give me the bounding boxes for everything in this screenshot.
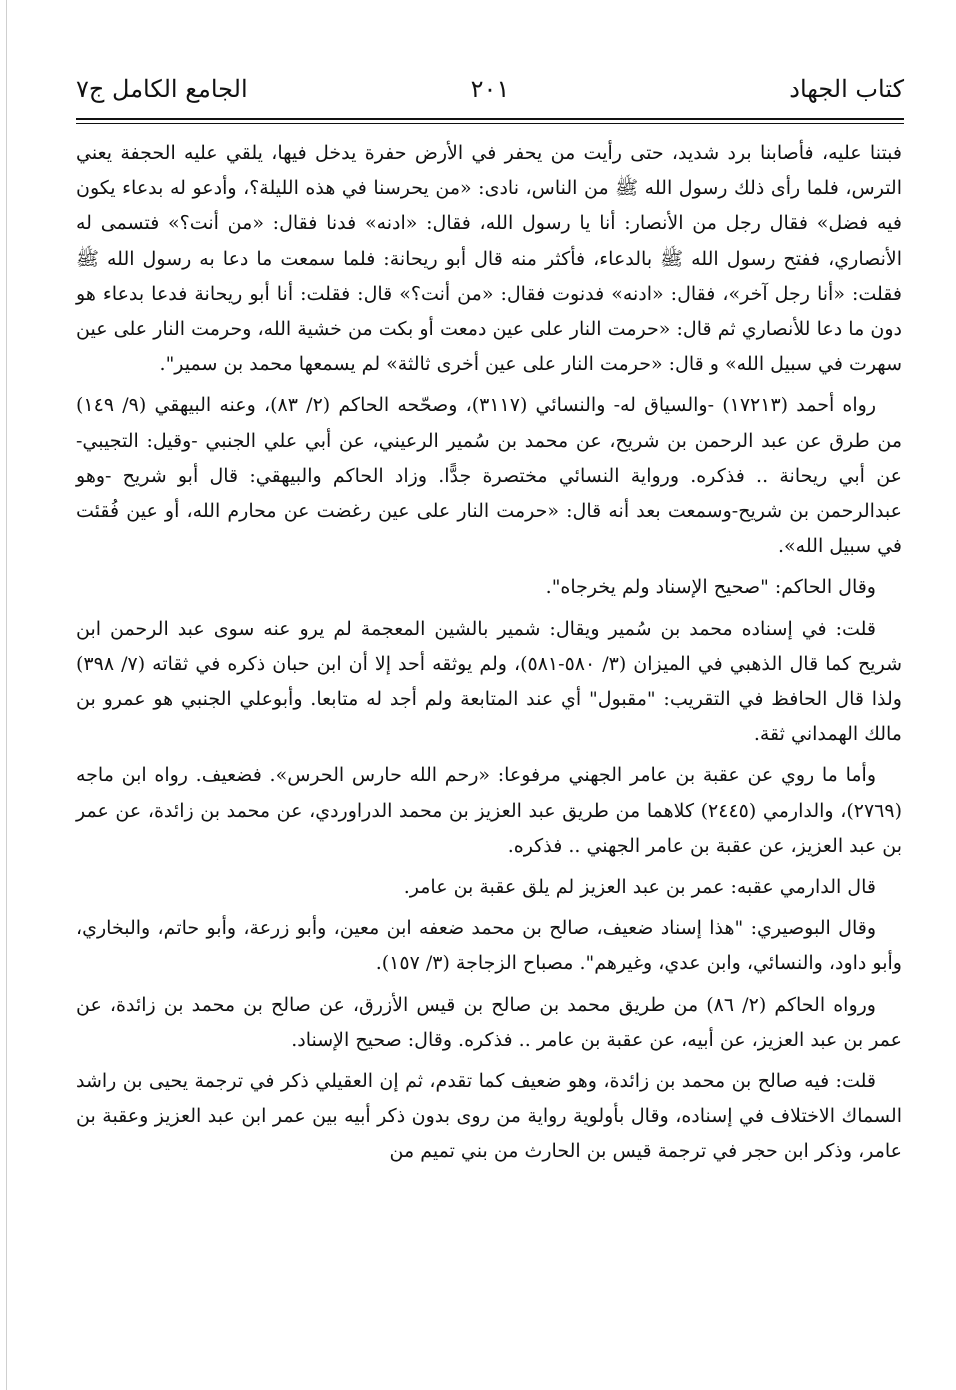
paragraph: وأما ما روي عن عقبة بن عامر الجهني مرفوعا: «رحم الله حارس الحرس». فضعيف. رواه ابن ماجه (٢٧٦٩)، والدارمي (٢٤٤٥) كلاهما من طريق عبد العزيز بن محمد الدراوردي، عن محمد بن زائدة، عن عمر بن عبد العزيز، عن عقبة بن عامر الجهني .. فذكره. xyxy=(76,764,902,857)
book-title: كتاب الجهاد xyxy=(789,75,904,103)
paragraph: وقال الحاكم: "صحيح الإسناد ولم يخرجاه". xyxy=(545,576,876,599)
paragraph: قال الدارمي عقبه: عمر بن عبد العزيز لم يلق عقبة بن عامر. xyxy=(403,876,876,899)
paragraph: قلت: فيه صالح بن محمد بن زائدة، وهو ضعيف كما تقدم، ثم إن العقيلي ذكر في ترجمة يحيى بن راشد السماك الاختلاف في إسناده، وقال بأولوية رواية من روى بدون ذكر أبيه بين عمر ابن عبد العزيز وعقبة بن عامر، وذكر ابن حجر في ترجمة قيس بن الحارث من بني تميم من xyxy=(76,1070,902,1163)
page-body xyxy=(76,136,902,1176)
paragraph: رواه أحمد (١٧٢١٣) -والسياق له- والنسائي (٣١١٧)، وصحّحه الحاكم (٢/ ٨٣)، وعنه البيهقي (٩/ ١٤٩) من طرق عن عبد الرحمن بن شريح، عن محمد بن سُمير الرعيني، عن أبي علي الجنبي -وقيل: التجيبي- عن أبي ريحانة .. فذكره. ورواية النسائي مختصرة جدًّا. وزاد الحاكم والبيهقي: قال أبو شريح -وهو عبدالرحمن بن شريح-وسمعت بعد أنه قال: «حرمت النار على عين رغضت عن محارم الله، أو عين فُقئت في سبيل الله». xyxy=(76,394,902,558)
paragraph: فبتنا عليه، فأصابنا برد شديد، حتى رأيت من يحفر في الأرض حفرة يدخل فيها، يلقي عليه الحجفة يعني الترس، فلما رأى ذلك رسول الله ﷺ من الناس، نادى: «من يحرسنا في هذه الليلة؟، وأدعو له بدعاء يكون فيه فضل» فقال رجل من الأنصار: أنا يا رسول الله، فقال: «ادنه» فدنا فقال: «من أنت؟» فتسمى له الأنصاري، ففتح رسول الله ﷺ بالدعاء، فأكثر منه قال أبو ريحانة: فلما سمعت ما دعا به رسول الله ﷺ فقلت: «أنا رجل آخر»، فقال: «ادنه» فدنوت فقال: «من أنت؟» قال: فقلت: أنا أبو ريحانة فدعا بدعاء هو دون ما دعا للأنصاري ثم قال: «حرمت النار على عين دمعت أو بكت من خشية الله، وحرمت النار على عين سهرت في سبيل الله» و قال: «حرمت النار على عين أخرى ثالثة» لم يسمعها محمد بن سمير". xyxy=(76,142,902,376)
volume-title: الجامع الكامل ج٧ xyxy=(76,75,248,103)
paragraph: قلت: في إسناده محمد بن سُمير ويقال: شمير بالشين المعجمة لم يرو عنه سوى عبد الرحمن ابن شريح كما قال الذهبي في الميزان (٣/ ٥٨٠-٥٨١)، ولم يوثقه أحد إلا أن ابن حبان ذكره في ثقاته (٧/ ٣٩٨) ولذا قال الحافظ في التقريب: "مقبول" أي عند المتابعة ولم أجد له متابعا. وأبوعلي الجنبي هو عمرو بن مالك الهمداني ثقة. xyxy=(76,617,903,746)
header-rule-thin xyxy=(76,123,904,124)
page-header xyxy=(76,70,904,114)
paragraph: وقال البوصيري: "هذا إسناد ضعيف، صالح بن محمد ضعفه ابن معين، وأبو زرعة، وأبو حاتم، والبخاري، وأبو داود، والنسائي، وابن عدي، وغيرهم". مصباح الزجاجة (٣/ ١٥٧). xyxy=(76,917,902,975)
paragraph: ورواه الحاكم (٢/ ٨٦) من طريق محمد بن صالح بن قيس الأزرق، عن صالح بن محمد بن زائدة، عن عمر بن عبد العزيز، عن أبيه، عن عقبة بن عامر .. فذكره. وقال: صحيح الإسناد. xyxy=(76,993,902,1051)
header-rule-thick xyxy=(76,118,904,120)
page-edge-line xyxy=(6,0,7,1390)
page-number: ٢٠١ xyxy=(470,75,510,103)
